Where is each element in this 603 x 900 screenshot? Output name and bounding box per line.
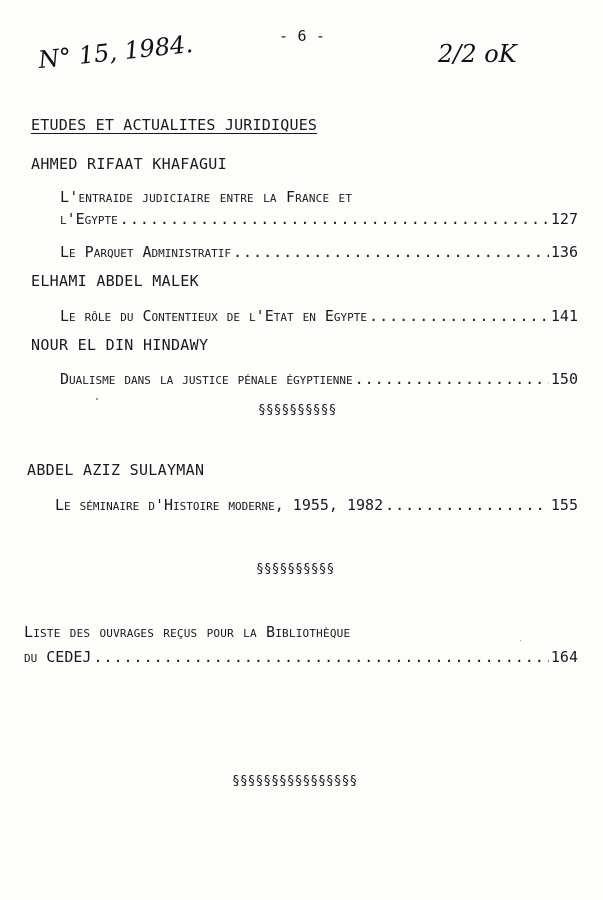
toc-row	[24, 648, 578, 666]
list-title: du CEDEJ	[24, 648, 92, 666]
page-ref: 136	[550, 243, 578, 261]
toc-row	[60, 370, 578, 388]
scan-speck	[96, 398, 98, 400]
author-hindawy: NOUR EL DIN HINDAWY	[31, 336, 209, 354]
article-title: L'entraide judiciaire entre la France et	[60, 188, 353, 206]
leader-dots	[355, 370, 549, 388]
leader-dots	[120, 210, 549, 228]
toc-row	[55, 496, 578, 514]
article-title: l'Egypte	[60, 210, 118, 228]
author-abdel-malek: ELHAMI ABDEL MALEK	[31, 272, 199, 290]
page-ref: 141	[550, 307, 578, 325]
section-separator: §§§§§§§§§§	[258, 403, 337, 418]
page-ref: 127	[550, 210, 578, 228]
article-title: Le séminaire d'Histoire moderne, 1955, 1982	[55, 496, 384, 514]
page-ref: 150	[550, 370, 578, 388]
leader-dots	[369, 307, 549, 325]
handwritten-page-check: 2/2 oK	[438, 40, 517, 68]
author-sulayman: ABDEL AZIZ SULAYMAN	[27, 461, 205, 479]
list-title: Liste des ouvrages reçus pour la Bibliothèque	[24, 623, 351, 641]
page-number: - 6 -	[279, 27, 326, 45]
section-separator: §§§§§§§§§§	[256, 562, 335, 577]
article-title: Le rôle du Contentieux de l'Etat en Egypte	[60, 307, 368, 325]
page-ref: 155	[550, 496, 578, 514]
section-heading: ETUDES ET ACTUALITES JURIDIQUES	[31, 116, 318, 134]
leader-dots	[93, 648, 548, 666]
leader-dots	[233, 243, 549, 261]
handwritten-issue-note: N° 15, 1984.	[36, 29, 195, 75]
toc-row	[60, 243, 578, 261]
end-separator: §§§§§§§§§§§§§§§§	[232, 774, 358, 789]
toc-row	[60, 307, 578, 325]
scan-speck	[520, 640, 521, 641]
article-title: Dualisme dans la justice pénale égyptienne	[60, 370, 353, 388]
leader-dots	[385, 496, 549, 514]
article-title: Le Parquet Administratif	[60, 243, 231, 261]
page-ref: 164	[550, 648, 578, 666]
toc-row	[60, 210, 578, 228]
author-khafagui: AHMED RIFAAT KHAFAGUI	[31, 155, 227, 173]
